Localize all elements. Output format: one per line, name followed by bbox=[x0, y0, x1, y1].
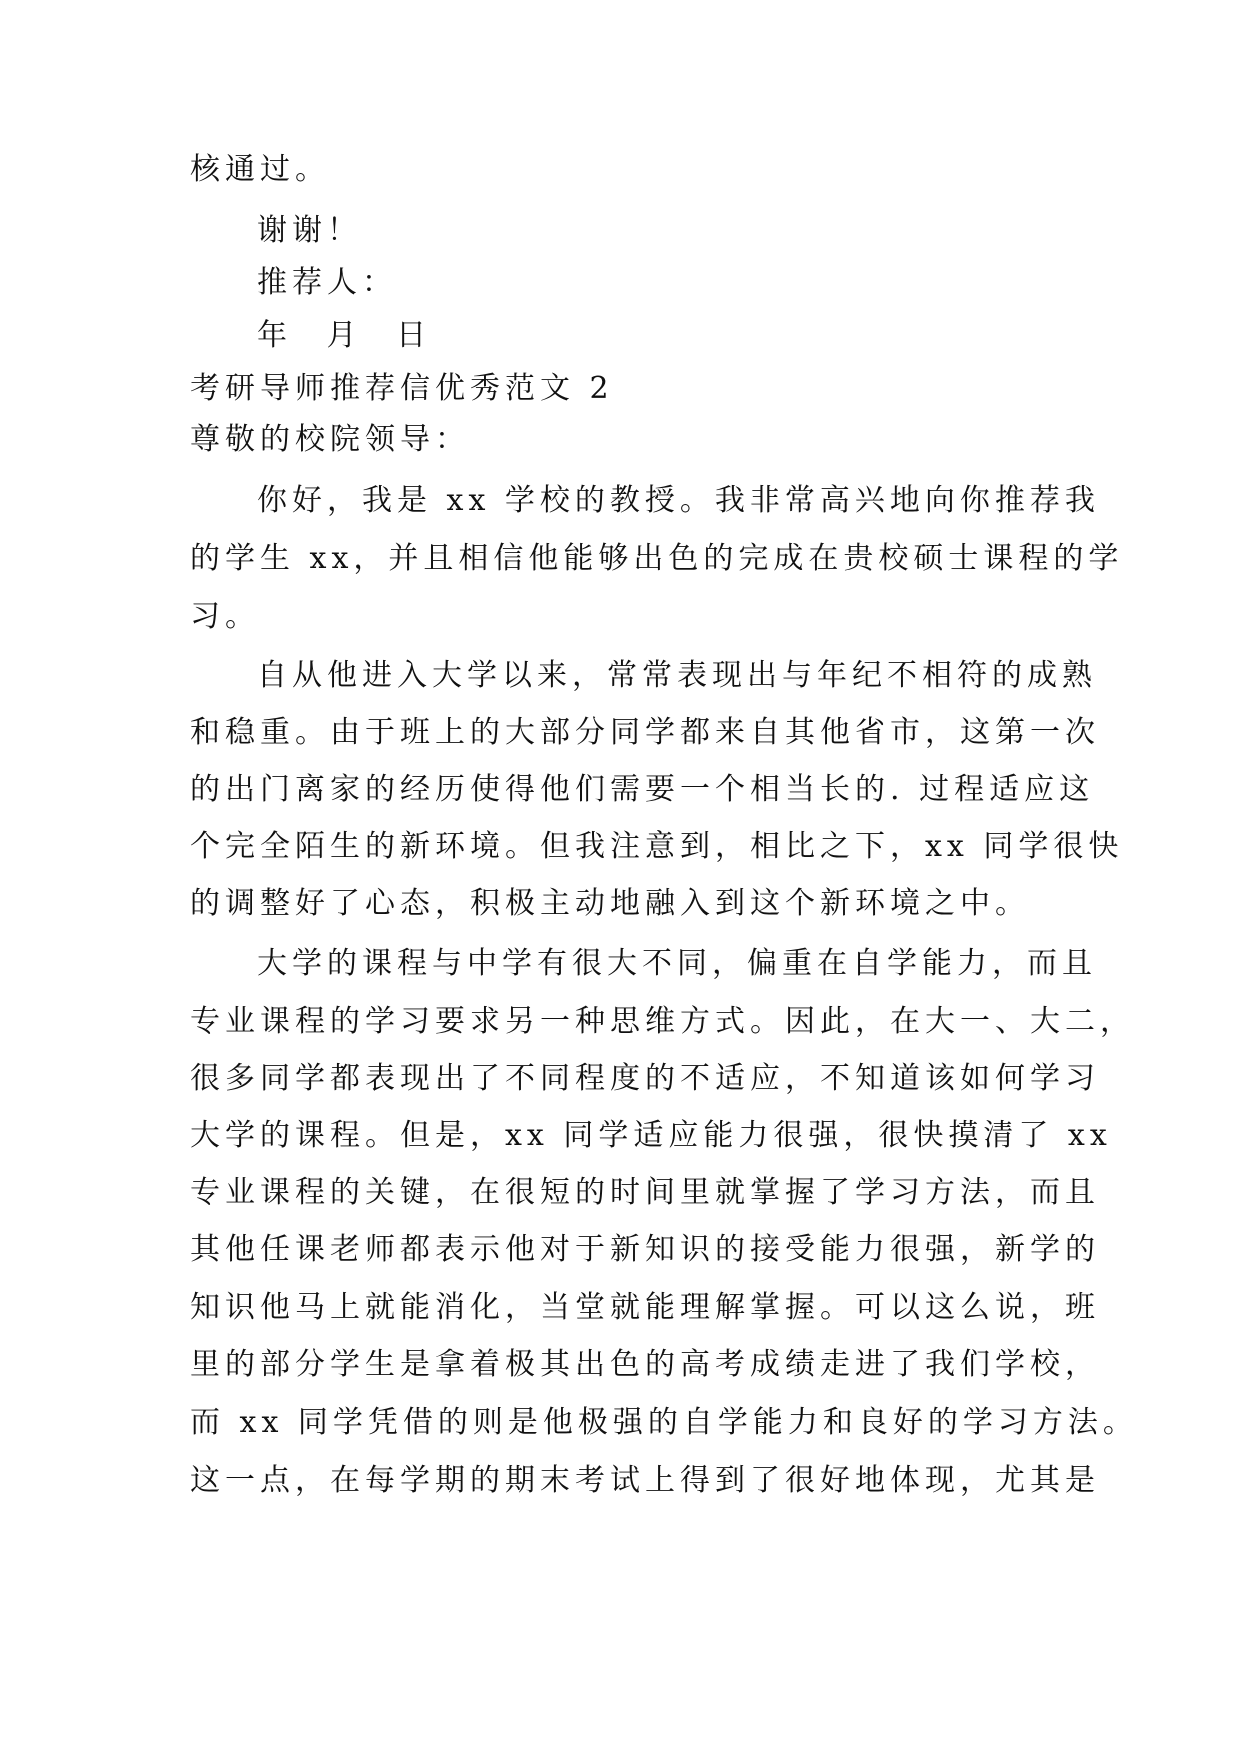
body-line: 这一点，在每学期的期末考试上得到了很好地体现，尤其是 bbox=[190, 1463, 1100, 1498]
body-line: 自从他进入大学以来，常常表现出与年纪不相符的成熟 bbox=[257, 658, 1097, 693]
body-line: 大学的课程与中学有很大不同，偏重在自学能力，而且 bbox=[257, 946, 1097, 981]
date-day: 日 bbox=[396, 318, 432, 353]
date-year: 年 bbox=[257, 318, 292, 353]
salutation-line: 尊敬的校院领导： bbox=[190, 422, 470, 457]
date-line bbox=[257, 316, 451, 356]
body-line: 你好，我是 xx 学校的教授。我非常高兴地向你推荐我 bbox=[257, 483, 1100, 518]
body-line: 知识他马上就能消化，当堂就能理解掌握。可以这么说，班 bbox=[190, 1290, 1100, 1325]
body-line: 很多同学都表现出了不同程度的不适应，不知道该如何学习 bbox=[190, 1061, 1100, 1096]
body-line: 专业课程的关键，在很短的时间里就掌握了学习方法，而且 bbox=[190, 1175, 1100, 1210]
body-line: 的调整好了心态，积极主动地融入到这个新环境之中。 bbox=[190, 886, 1030, 921]
body-line: 专业课程的学习要求另一种思维方式。因此，在大一、大二， bbox=[190, 1004, 1135, 1039]
body-line: 其他任课老师都表示他对于新知识的接受能力很强，新学的 bbox=[190, 1232, 1100, 1267]
body-line: 的出门离家的经历使得他们需要一个相当长的. 过程适应这 bbox=[190, 772, 1095, 807]
body-line: 而 xx 同学凭借的则是他极强的自学能力和良好的学习方法。 bbox=[190, 1405, 1138, 1440]
body-line: 的学生 xx，并且相信他能够出色的完成在贵校硕士课程的学 bbox=[190, 541, 1124, 576]
closing-tail-line: 核通过。 bbox=[190, 152, 330, 187]
body-line: 里的部分学生是拿着极其出色的高考成绩走进了我们学校， bbox=[190, 1347, 1100, 1382]
recommender-line: 推荐人： bbox=[257, 265, 397, 300]
body-line: 大学的课程。但是，xx 同学适应能力很强，很快摸清了 xx bbox=[190, 1118, 1112, 1153]
body-line: 和稳重。由于班上的大部分同学都来自其他省市，这第一次 bbox=[190, 715, 1100, 750]
thanks-line: 谢谢！ bbox=[257, 213, 362, 248]
body-line: 个完全陌生的新环境。但我注意到，相比之下，xx 同学很快 bbox=[190, 829, 1124, 864]
section-title: 考研导师推荐信优秀范文 2 bbox=[190, 371, 614, 406]
body-line: 习。 bbox=[190, 599, 260, 634]
date-month: 月 bbox=[326, 318, 362, 353]
